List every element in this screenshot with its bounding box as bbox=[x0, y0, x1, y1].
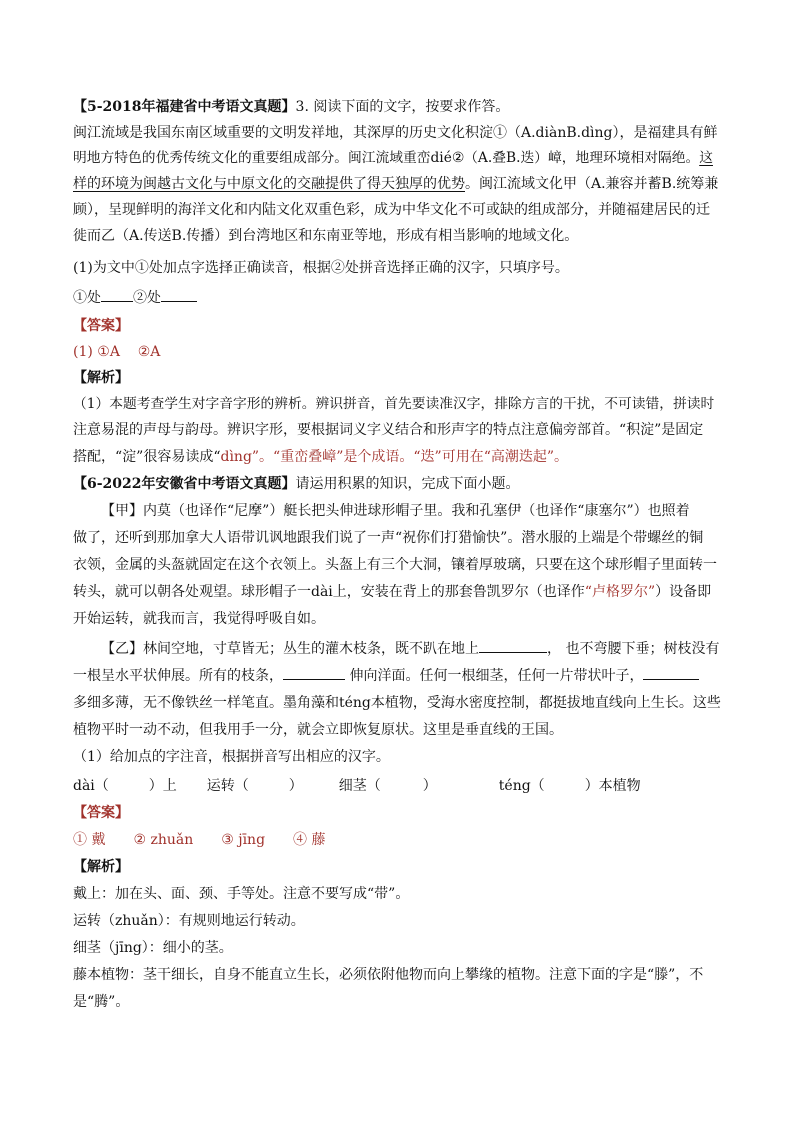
q2-analysis-line: 细茎（jīng）：细小的茎。 bbox=[73, 940, 233, 956]
q1-analysis-line: （1）本题考查学生对字音字形的辨析。辨识拼音，首先要读准汉字，排除方言的干扰，不可读错，拼读时 bbox=[73, 396, 715, 412]
q2-yi-line: 一根呈水平状伸展。所有的枝条， 伸向洋面。任何一根细茎，任何一片带状叶子， bbox=[73, 664, 723, 688]
q1-answer-label: 【答案】 bbox=[73, 318, 129, 334]
q1-passage-line: 闽江流域是我国东南区域重要的文明发祥地，其深厚的历史文化积淀①（A.diànB.dìng），是福建具有鲜 bbox=[73, 125, 718, 141]
underlined-sentence: 样的环境为闽越古文化与中原文化的交融提供了得天独厚的优势 bbox=[73, 176, 465, 192]
q2-jia-line: 转头，就可以朝各处观望。球形帽子一dài上，安装在背上的那套鲁凯罗尔（也译作“卢格罗尔”）设备即 bbox=[73, 584, 712, 600]
blank bbox=[283, 665, 345, 680]
q1-analysis-line: 注意易混的声母与韵母。辨识字形，要根据词义字义结合和形声字的特点注意偏旁部首。“积淀”是固定 bbox=[73, 422, 704, 438]
q1-passage-line: 样的环境为闽越古文化与中原文化的交融提供了得天独厚的优势。闽江流域文化甲（A.兼容并蓄B.统筹兼 bbox=[73, 176, 719, 192]
q1-header: 【5-2018年福建省中考语文真题】 bbox=[73, 99, 296, 115]
q2-yi-line: 【乙】林间空地，寸草皆无；丛生的灌木枝条，既不趴在地上 ， 也不弯腰下垂；树枝没有 bbox=[101, 637, 723, 661]
q2-jia-line: 衣领，金属的头盔就固定在这个衣领上。头盔上有三个大洞，镶着厚玻璃，只要在这个球形帽子里面转一 bbox=[73, 557, 717, 573]
blank bbox=[643, 665, 699, 680]
q1-fill-blanks: ①处 ②处 bbox=[73, 286, 723, 310]
q1-analysis-label: 【解析】 bbox=[73, 370, 129, 386]
blank bbox=[161, 287, 197, 302]
q2-jia-line: 【甲】内莫（也译作“尼摩”）艇长把头伸进球形帽子里。我和孔塞伊（也译作“康塞尔”）也照着 bbox=[101, 503, 690, 519]
q1-passage-line: 顾），呈现鲜明的海洋文化和内陆文化双重色彩，成为中华文化不可或缺的组成部分，并随福建居民的迁 bbox=[73, 202, 710, 218]
q1-header-line bbox=[73, 95, 723, 119]
q2-answer-label: 【答案】 bbox=[73, 805, 129, 821]
q1-passage-line: 徙而乙（A.传送B.传播）到台湾地区和东南亚等地，形成有相当影响的地域文化。 bbox=[73, 228, 579, 244]
q1-answer: (1) ①A ②A bbox=[73, 344, 161, 360]
q1-analysis-line: 搭配，“淀”很容易读成“dìng”。“重峦叠嶂”是个成语。“迭”可用在“高潮迭起”。 bbox=[73, 449, 569, 465]
q2-header-tail: 请运用积累的知识，完成下面小题。 bbox=[295, 476, 520, 492]
q1-passage-line: 明地方特色的优秀传统文化的重要组成部分。闽江流域重峦dié②（A.叠B.迭）嶂，地理环境相对隔绝。这 bbox=[73, 150, 713, 166]
blank bbox=[101, 287, 133, 302]
q1-header-tail: 3. 阅读下面的文字，按要求作答。 bbox=[295, 99, 510, 115]
q2-jia-line: 做了，还听到那加拿大人语带讥讽地跟我们说了一声“祝你们打猎愉快”。潜水服的上端是个带螺丝的铜 bbox=[73, 530, 704, 546]
q2-yi-line: 多细多薄，无不像铁丝一样笔直。墨角藻和téng本植物，受海水密度控制，都挺拔地直线向上生长。这些 bbox=[73, 695, 721, 711]
q1-question: (1)为文中①处加点字选择正确读音，根据②处拼音选择正确的汉字，只填序号。 bbox=[73, 260, 569, 276]
q2-answers: ① 戴 ② zhuǎn ③ jīng ④ 藤 bbox=[73, 832, 326, 848]
q2-analysis-line: 是“腾”。 bbox=[73, 994, 130, 1010]
q2-analysis-label: 【解析】 bbox=[73, 859, 129, 875]
q2-yi-line: 植物平时一动不动，但我用手一分，就会立即恢复原状。这里是垂直线的王国。 bbox=[73, 722, 563, 738]
q2-analysis-line: 运转（zhuǎn）：有规则地运行转动。 bbox=[73, 913, 305, 929]
q2-analysis-line: 戴上：加在头、面、颈、手等处。注意不要写成“带”。 bbox=[73, 886, 410, 902]
q2-header-line bbox=[73, 472, 723, 496]
q2-jia-line: 开始运转，就我而言，我觉得呼吸自如。 bbox=[73, 611, 325, 627]
q2-question: （1）给加点的字注音，根据拼音写出相应的汉字。 bbox=[73, 749, 390, 765]
q2-header: 【6-2022年安徽省中考语文真题】 bbox=[73, 476, 296, 492]
blank bbox=[479, 638, 547, 653]
q2-analysis-line: 藤本植物：茎干细长，自身不能直立生长，必须依附他物而向上攀缘的植物。注意下面的字是“滕”，不 bbox=[73, 967, 704, 983]
q2-vocab-line: dài（ ）上 运转（ ） 细茎（ ） téng（ ）本植物 bbox=[73, 778, 641, 794]
